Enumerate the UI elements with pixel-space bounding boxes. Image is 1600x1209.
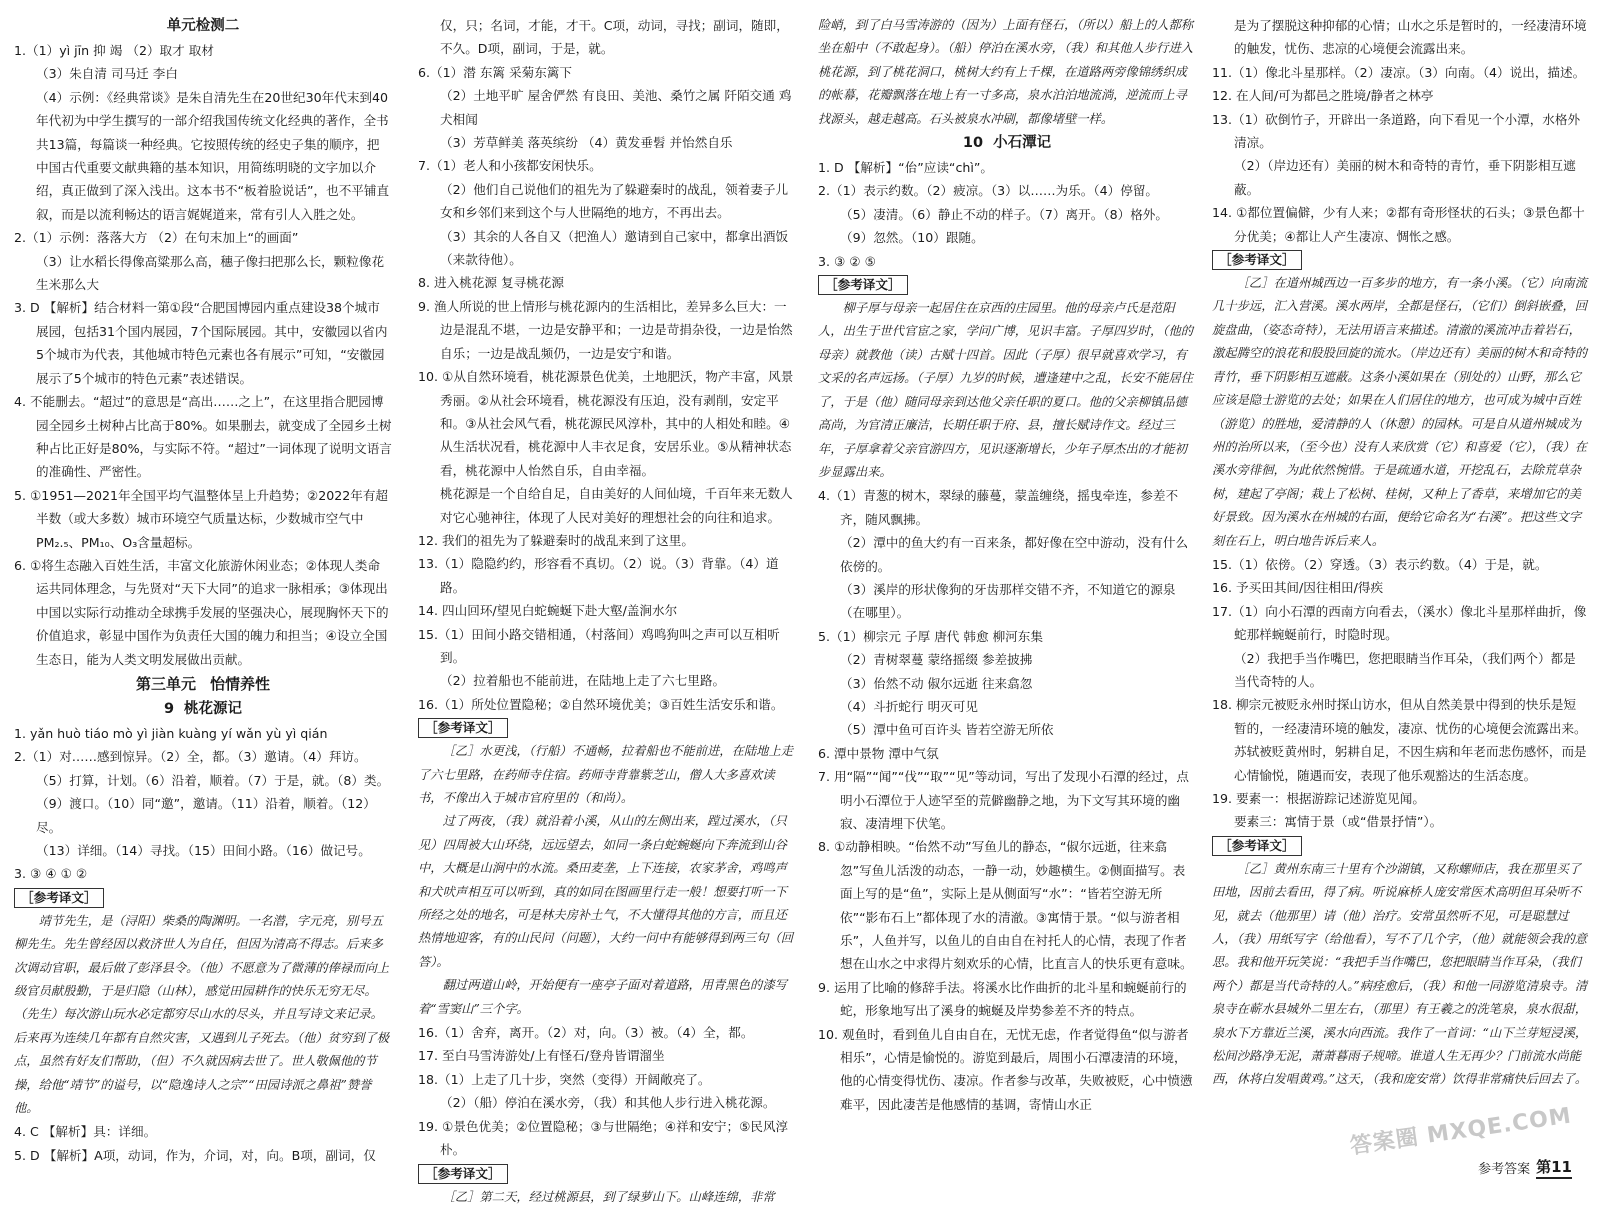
column-3 xyxy=(818,14,1196,1174)
answer-line: 4. 不能删去。“超过”的意思是“高出……之上”，在这里指合肥园博园全园乡土树种占比高于80%。如果删去，就变成了全园乡土树种占比正好是80%，与实际不符。“超过”一词体现了说明文语言的准确性、严密性。 xyxy=(14,394,392,480)
answer-line: 5. ①1951—2021年全国平均气温整体呈上升趋势；②2022年有超半数（或大多数）城市环境空气质量达标，少数城市空气中PM₂.₅、PM₁₀、O₃含量超标。 xyxy=(14,487,389,550)
answer-line: 15.（1）田间小路交错相通，（村落间）鸡鸣狗叫之声可以互相听到。 xyxy=(418,626,780,665)
answer-line: 13.（1）隐隐约约，形容看不真切。（2）说。（3）背靠。（4）道路。 xyxy=(418,556,779,595)
answer-line: （3）芳草鲜美 落英缤纷 （4）黄发垂髫 并怡然自乐 xyxy=(440,135,733,151)
answer-line: 11.（1）像北斗星那样。（2）凄凉。（3）向南。（4）说出，描述。 xyxy=(1212,64,1586,80)
answer-line: 2.（1）表示约数。（2）疲凉。（3）以……为乐。（4）停留。 xyxy=(818,183,1159,199)
answer-line: 6. 潭中景物 潭中气氛 xyxy=(818,745,939,761)
answer-line: 17.（1）向小石潭的西南方向看去，（溪水）像北斗星那样曲折，像蛇那样蜿蜒前行，时隐时现。 xyxy=(1212,603,1587,643)
lesson-heading xyxy=(818,131,1196,156)
reference-translation: ［乙］水更浅，（行船）不通畅，拉着船也不能前进，在陆地上走了六七里路，在药师寺住宿。药师寺背靠紫芝山，僧人大多喜欢读书，不像出入于城市官府里的（和尚）。 xyxy=(418,744,794,805)
answer-line: 15.（1）依傍。（2）穿透。（3）表示约数。（4）于是，就。 xyxy=(1212,556,1548,572)
answer-line: 1. yǎn huò tiáo mò yì jiàn kuàng yí wǎn yù yì qián xyxy=(14,725,328,741)
reference-translation: ［乙］黄州东南三十里有个沙湖镇，又称螺师店，我在那里买了田地，因前去看田，得了病。听说麻桥人庞安常医术高明但耳朵听不见，就去（他那里）请（他）治疗。安常虽然听不见，可是聪慧过人，（我）用纸写字（给他看），写不了几个字，（他）就能领会我的意思。我和他开玩笑说：“我把手当作嘴巴，您把眼睛当作耳朵，（我们两个）都是当代奇特的人。”病痊愈后，（我）和他一同游览清泉寺。清泉寺在蕲水县城外二里左右，（那里）有王羲之的洗笔泉，泉水很甜，泉水下方靠近兰溪，溪水向西流。我作了一首词：“山下兰芽短浸溪，松间沙路净无泥，萧萧暮雨子规啼。谁道人生无再少？门前流水尚能西，休将白发唱黄鸡。”这天，（我和庞安常）饮得非常痛快后回去了。 xyxy=(1212,861,1588,1087)
column-4 xyxy=(1212,14,1588,1174)
lesson-number: 9 xyxy=(163,700,175,717)
lesson-number: 10 xyxy=(962,135,984,152)
page-number: 第11 xyxy=(1536,1156,1572,1179)
answer-line: （3）溪岸的形状像狗的牙齿那样交错不齐，不知道它的源泉（在哪里）。 xyxy=(840,581,1176,621)
answer-line: 19. ①景色优美；②位置隐秘；③与世隔绝；④祥和安宁；⑤民风淳朴。 xyxy=(418,1118,789,1158)
answer-line: （9）忽然。（10）跟随。 xyxy=(840,230,984,246)
answer-line: 2.（1）对……感到惊异。（2）全，都。（3）邀请。（4）拜访。 xyxy=(14,749,367,765)
answer-line: 18. 柳宗元被贬永州时探山访水，但从自然美景中得到的快乐是短暂的，一经凄清环境的触发，凄凉、忧伤的心境便会流露出来。苏轼被贬黄州时，躬耕自足，不因生病和年老而悲伤感怀，而是心情愉悦，随遇而安，表现了他乐观豁达的生活态度。 xyxy=(1212,697,1587,783)
answer-line: （2）潭中的鱼大约有一百来条，都好像在空中游动，没有什么依傍的。 xyxy=(840,535,1189,574)
answer-line: 10. 观鱼时，看到鱼儿自由自在，无忧无虑，作者觉得鱼“似与游者相乐”，心情是愉悦的。游览到最后，周围小石潭凄清的环境，他的心情变得忧伤、凄凉。作者参与改革，失败被贬，心中愤懑难平，因此凄苦是他感情的基调，寄情山水正 xyxy=(818,1026,1193,1112)
answer-line: （5）潭中鱼可百许头 皆若空游无所依 xyxy=(840,722,1054,738)
answer-line: 3. ③ ④ ① ② xyxy=(14,866,88,882)
answer-line: （4）示例：《经典常谈》是朱自清先生在20世纪30年代末到40年代初为中学生撰写的一部介绍我国传统文化经典的著作，全书共13篇，每篇谈一种经典。它按照传统的经史子集的顺序，把中国古代重要文献典籍的基本知识，用简练明晓的文字加以介绍，真正做到了深入浅出。这本书不“板着脸说话”，也不平铺直叙，而是以流利畅达的语言娓娓道来，常有引人入胜之处。 xyxy=(36,89,390,222)
answer-line: （3）朱自清 司马迁 李白 xyxy=(36,66,178,82)
answer-line: 16.（1）所处位置隐秘；②自然环境优美；③百姓生活安乐和谐。 xyxy=(418,696,784,712)
answer-line: 3. D 【解析】结合材料一第①段“合肥国博园内重点建设38个城市展园，包括31个国内展园，7个国际展园。其中，安徽园以省内5个城市为代表，其他城市特色元素也各有展示”可知，“安徽园展示了5个城市的特色元素”表述错误。 xyxy=(14,300,388,386)
answer-line: 14. ①都位置偏僻，少有人来；②都有奇形怪状的石头；③景色都十分优美；④都让人产生凄凉、惆怅之感。 xyxy=(1212,205,1585,244)
answer-line: 12. 我们的祖先为了躲避秦时的战乱来到了这里。 xyxy=(418,532,694,548)
answer-line: 3. ③ ② ⑤ xyxy=(818,253,876,269)
answer-line: 7.（1）老人和小孩都安闲快乐。 xyxy=(418,158,602,174)
lesson-title: 小石潭记 xyxy=(993,135,1052,152)
answer-line: 10. ①从自然环境看，桃花源景色优美，土地肥沃，物产丰富，风景秀丽。②从社会环境看，桃花源没有压迫，没有剥削，安定平和。③从社会风气看，桃花源民风淳朴，其中的人相处和睦。④从生活状况看，桃花源中人丰衣足食，安居乐业。⑤从精神状态看，桃花源中人怡然自乐，自由幸福。 xyxy=(418,369,794,478)
answer-line: 14. 四山回环/望见白蛇蜿蜒下赴大壑/盖涧水尔 xyxy=(418,603,678,619)
answer-line: 16. 予买田其间/因往相田/得疾 xyxy=(1212,580,1384,596)
answer-line: 13.（1）砍倒竹子，开辟出一条道路，向下看见一个小潭，水格外清凉。 xyxy=(1212,111,1581,151)
reference-translation: 靖节先生，是（浔阳）柴桑的陶渊明。一名潜，字元亮，别号五柳先生。先生曾经因以救济世人为自任，但因为清高不得志。后来多次调动官职，最后做了彭泽县令。（他）不愿意为了微薄的俸禄而向上级官员献殷勤，于是归隐（山林），感觉田园耕作的快乐无穷无尽。（先生）每次游山玩水必定都穷尽山水的尽头，并且写诗文来记录。后来再为连续几年都有自然灾害，又遇到儿子死去。（他）贫穷到了极点，虽然有好友们帮助，（但）不久就因病去世了。世人敬佩他的节操，给他“靖节”的谥号，以“隐逸诗人之宗”“田园诗派之鼻祖”赞誉他。 xyxy=(14,913,390,1116)
lesson-heading xyxy=(14,697,392,722)
answer-line: 4. C 【解析】具：详细。 xyxy=(14,1124,157,1140)
reference-translation-label: ［参考译文］ xyxy=(418,1164,508,1184)
reference-translation-label: ［参考译文］ xyxy=(14,888,104,908)
answer-line: （2）他们自己说他们的祖先为了躲避秦时的战乱，领着妻子儿女和乡邻们来到这个与人世隔绝的地方，不再出去。 xyxy=(440,181,789,221)
answer-line: 17. 至白马雪涛游处/上有怪石/登舟皆谓溜坐 xyxy=(418,1048,665,1064)
answer-line: 1. D 【解析】“佁”应读“chì”。 xyxy=(818,160,993,176)
answer-line: 要素三：寓情于景（或“借景抒情”）。 xyxy=(1234,814,1443,830)
answer-line: 仅，只；名词，才能，才干。C项，动词，寻找；副词，随即，不久。D项，副词，于是，就。 xyxy=(440,18,789,57)
unit-number: 第三单元 xyxy=(135,674,196,693)
reference-translation-label: ［参考译文］ xyxy=(818,275,908,295)
answer-line: 9. 渔人所说的世上情形与桃花源内的生活相比，差异多么巨大：一边是混乱不堪，一边是安静平和；一边是苛捐杂役，一边是怡然自乐；一边是战乱频仍，一边是安宁和谐。 xyxy=(418,298,793,361)
watermark: 答案圈 MXQE.COM xyxy=(1348,1103,1573,1160)
answer-line: 9. 运用了比喻的修辞手法。将溪水比作曲折的北斗星和蜿蜒前行的蛇，形象地写出了溪身的蜿蜒及岸势参差不齐的特点。 xyxy=(818,979,1187,1019)
unit-title: 怡情养性 xyxy=(210,674,271,693)
answer-line: （2）青树翠蔓 蒙络摇缀 参差披拂 xyxy=(840,652,1033,668)
answer-line: 19. 要素一：根据游踪记述游览见闻。 xyxy=(1212,791,1425,806)
answer-line: 桃花源是一个自给自足，自由美好的人间仙境，千百年来无数人对它心驰神往，体现了人民对美好的理想社会的向往和追求。 xyxy=(440,486,793,525)
reference-translation-label: ［参考译文］ xyxy=(1212,250,1302,270)
answer-line: 8. ①动静相映。“佁然不动”写鱼儿的静态，“俶尔远逝，往来翕忽”写鱼儿活泼的动态，一静一动，妙趣横生。②侧面描写。表面上写的是“鱼”，实际上是从侧面写“水”：“皆若空游无所依”“影布石上”都体现了水的清澈。③寓情于景。“似与游者相乐”，人鱼并写，以鱼儿的自由自在衬托人的心情，表现了作者想在山水之中求得片刻欢乐的心情，比直言人的快乐更有意味。 xyxy=(818,839,1193,972)
reference-translation: 翻过两道山岭，开始便有一座亭子面对着道路，用青黑色的漆写着“雪窦山”三个字。 xyxy=(418,978,787,1016)
footer-label: 参考答案 xyxy=(1478,1162,1531,1177)
unit-heading xyxy=(14,671,392,697)
reference-translation: 柳子厚与母亲一起居住在京西的庄园里。他的母亲卢氏是范阳人，出生于世代官宦之家，学问广博，见识丰富。子厚四岁时，（他的母亲）就教他（读）古赋十四首。因此（子厚）很早就喜欢学习，有文采的名声远扬。（子厚）九岁的时候，遭逢建中之乱，长安不能居住了，于是（他）随同母亲到达他父亲任职的夏口。他的父亲柳镇品德高尚，为官清正廉洁，长期任职于府、县，擅长赋诗作文。经过三年，子厚拿着父亲官游四方，见识逐渐增长，少年子厚杰出的才能初步显露出来。 xyxy=(818,301,1194,479)
answer-line: 6. ①将生态融入百姓生活，丰富文化旅游休闲业态；②体现人类命运共同体理念，与先贤对“天下大同”的追求一脉相承；③体现出中国以实际行动推动全球携手发展的坚强决心，展现胸怀天下的价值追求，彰显中国作为负责任大国的魄力和担当；④设立全国生态日，能为人类文明发展做出贡献。 xyxy=(14,557,389,667)
answer-line: 1.（1）yì jīn 抑 竭 （2）取才 取材 xyxy=(14,43,214,58)
answer-line: （2）土地平旷 屋舍俨然 有良田、美池、桑竹之属 阡陌交通 鸡犬相闻 xyxy=(440,88,792,127)
answer-line: 2.（1）示例：落落大方 （2）在句末加上“的画面” xyxy=(14,230,299,246)
reference-translation: 过了两夜，（我）就沿着小溪，从山的左侧出来，蹚过溪水，（只见）四周被大山环绕，远远望去，如同一条白蛇蜿蜒向下奔流到山谷中，大概是山涧中的水流。桑田麦垄，上下连接，农家茅舍，鸡鸣声和犬吠声相互可以听到，真的如同在图画里行走一般！想要打听一下所经之处的地名，可是林夫房补土气，不大懂得其他的方言，而且还热情地迎客，有的山民问（问题），大约一问中有能够得到两三句（回答）。 xyxy=(418,814,794,969)
reference-translation-label: ［参考译文］ xyxy=(418,718,508,738)
answer-line: 18.（1）上走了几十步，突然（变得）开阔敞亮了。 xyxy=(418,1071,711,1087)
answer-line: 是为了摆脱这种抑郁的心情；山水之乐是暂时的，一经凄清环境的触发，忧伤、悲凉的心境便会流露出来。 xyxy=(1234,18,1587,57)
unit-check-heading: 单元检测二 xyxy=(166,18,240,34)
answer-line: （3）其余的人各自又（把渔人）邀请到自己家中，都拿出酒饭（来款待他）。 xyxy=(440,228,789,268)
answer-line: （5）凄清。（6）静止不动的样子。（7）离开。（8）格外。 xyxy=(840,206,1168,222)
answer-line: （3）佁然不动 俶尔远逝 往来翕忽 xyxy=(840,675,1033,691)
answer-line: （2）拉着船也不能前进，在陆地上走了六七里路。 xyxy=(440,673,726,689)
reference-translation: 险峭，到了白马雪涛游的（因为）上面有怪石，（所以）船上的人都称坐在船中（不敢起身）。（船）停泊在溪水旁，（我）和其他人步行进入桃花源，到了桃花洞口，桃树大约有上千棵，在道路两旁像锦绣织成的帐幕，花瓣飘落在地上有一寸多高，泉水泊泊地流淌，逆流而上寻找源头，越走越高。石头被泉水冲刷，都像堵壁一样。 xyxy=(818,18,1194,126)
answer-line: 4.（1）青葱的树木，翠绿的藤蔓，蒙盖缠绕，摇曳牵连，参差不齐，随风飘拂。 xyxy=(818,488,1179,527)
answer-line: 5. D 【解析】A项，动词，作为，介词，对，向。B项，副词，仅 xyxy=(14,1147,376,1163)
column-2 xyxy=(418,14,796,1204)
answer-line: （3）让水稻长得像高粱那么高，穗子像扫把那么长，颗粒像花生米那么大 xyxy=(36,253,385,293)
column-1 xyxy=(14,14,392,1174)
answer-line: 5.（1）柳宗元 子厚 唐代 韩愈 柳河东集 xyxy=(818,628,1043,644)
answer-line: 8. 进入桃花源 复寻桃花源 xyxy=(418,275,564,291)
answer-line: （2）（岸边还有）美丽的树木和奇特的青竹，垂下阴影相互遮蔽。 xyxy=(1234,158,1576,197)
answer-line: （13）详细。（14）寻找。（15）田间小路。（16）做记号。 xyxy=(36,843,371,858)
reference-translation: ［乙］在道州城西边一百多步的地方，有一条小溪。（它）向南流几十步远，汇入营溪。溪水两岸，全都是怪石，（它们）倒斜嵌叠，回旋盘曲，（姿态奇特），无法用语言来描述。清澈的溪流冲击着岩石，激起腾空的浪花和股股回旋的流水。（岸边还有）美丽的树木和奇特的青竹，垂下阴影相互遮蔽。这条小溪如果在（别处的）山野，那么它应该是隐士游览的去处；如果在人们居住的地方，也可成为城中百姓（游览）的胜地，爱清静的人（休憩）的园林。可是自从道州城成为州的治所以来，（至今也）没有人来欣赏（它）和喜爱（它），（我）在溪水旁徘徊，为此依然惋惜。于是疏通水道，开挖乱石，去除荒草杂树，建起了亭阁；栽上了松树、桂树，又种上了香草，来增加它的美好景致。因为溪水在州城的右面，便给它命名为“右溪”。把这些文字刻在石上，明白地告诉后来人。 xyxy=(1212,276,1588,548)
answer-line: （2）（船）停泊在溪水旁，（我）和其他人步行进入桃花源。 xyxy=(440,1095,776,1111)
answer-line: 12. 在人间/可为都邑之胜境/静者之林亭 xyxy=(1212,88,1434,104)
lesson-title: 桃花源记 xyxy=(184,700,243,717)
answer-line: 16.（1）舍弃，离开。（2）对，向。（3）被。（4）全，都。 xyxy=(418,1025,754,1041)
answer-line: （4）斗折蛇行 明灭可见 xyxy=(840,698,978,714)
answer-line: （5）打算，计划。（6）沿着，顺着。（7）于是，就。（8）类。 xyxy=(36,772,390,788)
answer-line: 6.（1）潜 东篱 采菊东篱下 xyxy=(418,64,572,80)
answer-line: （2）我把手当作嘴巴，您把眼睛当作耳朵，（我们两个）都是当代奇特的人。 xyxy=(1234,650,1576,689)
answer-line: 7. 用“隔”“闻”“伐”“取”“见”等动词，写出了发现小石潭的经过，点明小石潭位于人迹罕至的荒僻幽静之地，为下文写其环境的幽寂、凄清埋下伏笔。 xyxy=(818,769,1189,831)
reference-translation-label: ［参考译文］ xyxy=(1212,836,1302,856)
page-footer xyxy=(1478,1156,1572,1179)
reference-translation: ［乙］第二天，经过桃源县，到了绿萝山下。山峰连绵，非常 xyxy=(442,1189,775,1204)
answer-line: （9）渡口。（10）同“邀”，邀请。（11）沿着，顺着。（12）尽。 xyxy=(36,796,376,835)
